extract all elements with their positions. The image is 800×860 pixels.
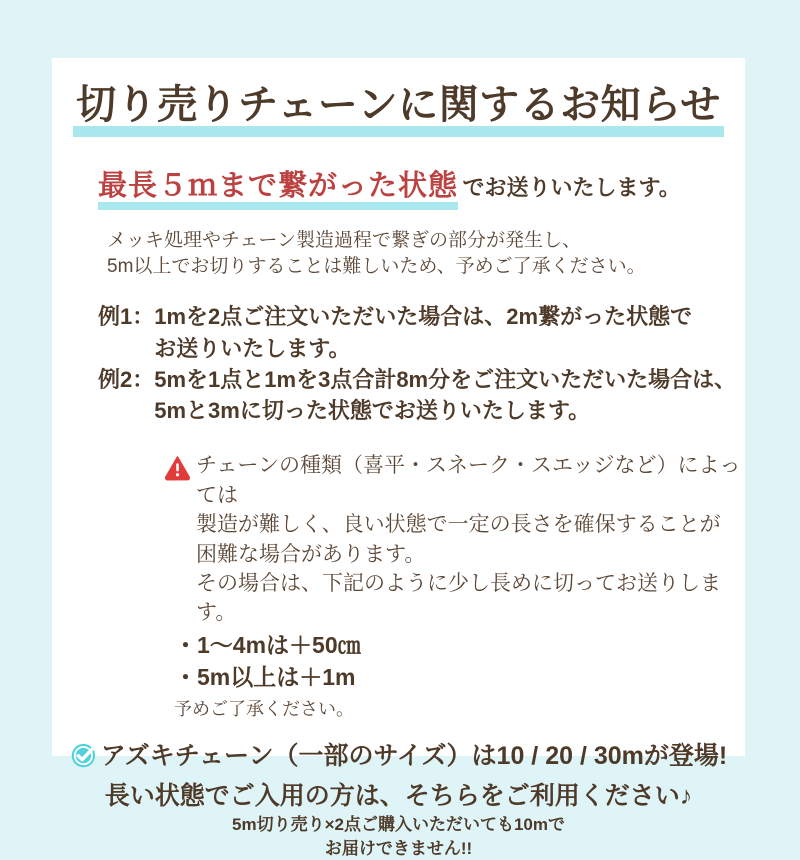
warning-bullet-1: ・1〜4mは＋50㎝: [174, 631, 361, 658]
promo-block: [52, 741, 745, 860]
page-title: 切り売りチェーンに関するお知らせ: [73, 84, 724, 137]
warning-text: [174, 451, 745, 721]
notice-card: [52, 58, 745, 858]
examples-block: [98, 301, 745, 426]
example-2-line-1: 5mを1点と1mを3点合計8m分をご注文いただいた場合は、: [154, 366, 737, 392]
warning-line-2: 製造が難しく、良い状態で一定の長さを確保することが: [196, 513, 721, 537]
example-2-line-2: 5mと3mに切った状態でお送りいたします。: [154, 398, 591, 424]
lead-line: [98, 163, 745, 204]
intro-paragraph: [107, 228, 745, 280]
promo-sub-1: 5m切り売り×2点ご購入いただいても10mで: [232, 814, 565, 834]
example-1-line-2: お送りいたします。: [154, 335, 351, 361]
warning-line-4: その場合は、下記のように少し長めに切ってお送りします。: [196, 571, 721, 625]
warning-bullet-2: ・5m以上は＋1m: [174, 664, 356, 691]
promo-line-1: アズキチェーン（一部のサイズ）は10 / 20 / 30mが登場!: [100, 741, 728, 770]
lead-highlight-text: 最長５ｍまで繋がった状態: [98, 170, 458, 210]
example-1-line-1: 1mを2点ご注文いただいた場合は、2m繋がった状態で: [154, 304, 693, 330]
promo-line-1-wrap: [52, 741, 745, 777]
promo-sub-2: お届けできません!!: [324, 838, 473, 858]
promo-line-2: 長い状態でご入用の方は、そちらをご利用ください♪: [104, 782, 693, 811]
example-1-body: [154, 301, 692, 363]
intro-line-2: 5m以上でお切りすることは難しいため、予めご了承ください。: [107, 256, 646, 278]
example-1-label: 例1：: [98, 304, 155, 330]
intro-line-1: メッキ処理やチェーン製造過程で繋ぎの部分が発生し、: [107, 230, 582, 251]
check-circle-icon: [70, 741, 98, 777]
title-wrap: [52, 84, 745, 137]
warning-line-3: 困難な場合があります。: [196, 542, 426, 566]
example-1: [98, 301, 745, 363]
example-2-body: [154, 364, 736, 426]
warning-note: 予めご了承ください。: [174, 698, 354, 719]
example-2-label: 例2：: [98, 366, 155, 392]
warning-block: [164, 451, 745, 721]
example-2: [98, 364, 745, 426]
lead-rest-text: でお送りいたします。: [462, 175, 681, 200]
warning-line-1: チェーンの種類（喜平・スネーク・スエッジなど）によっては: [196, 454, 741, 507]
